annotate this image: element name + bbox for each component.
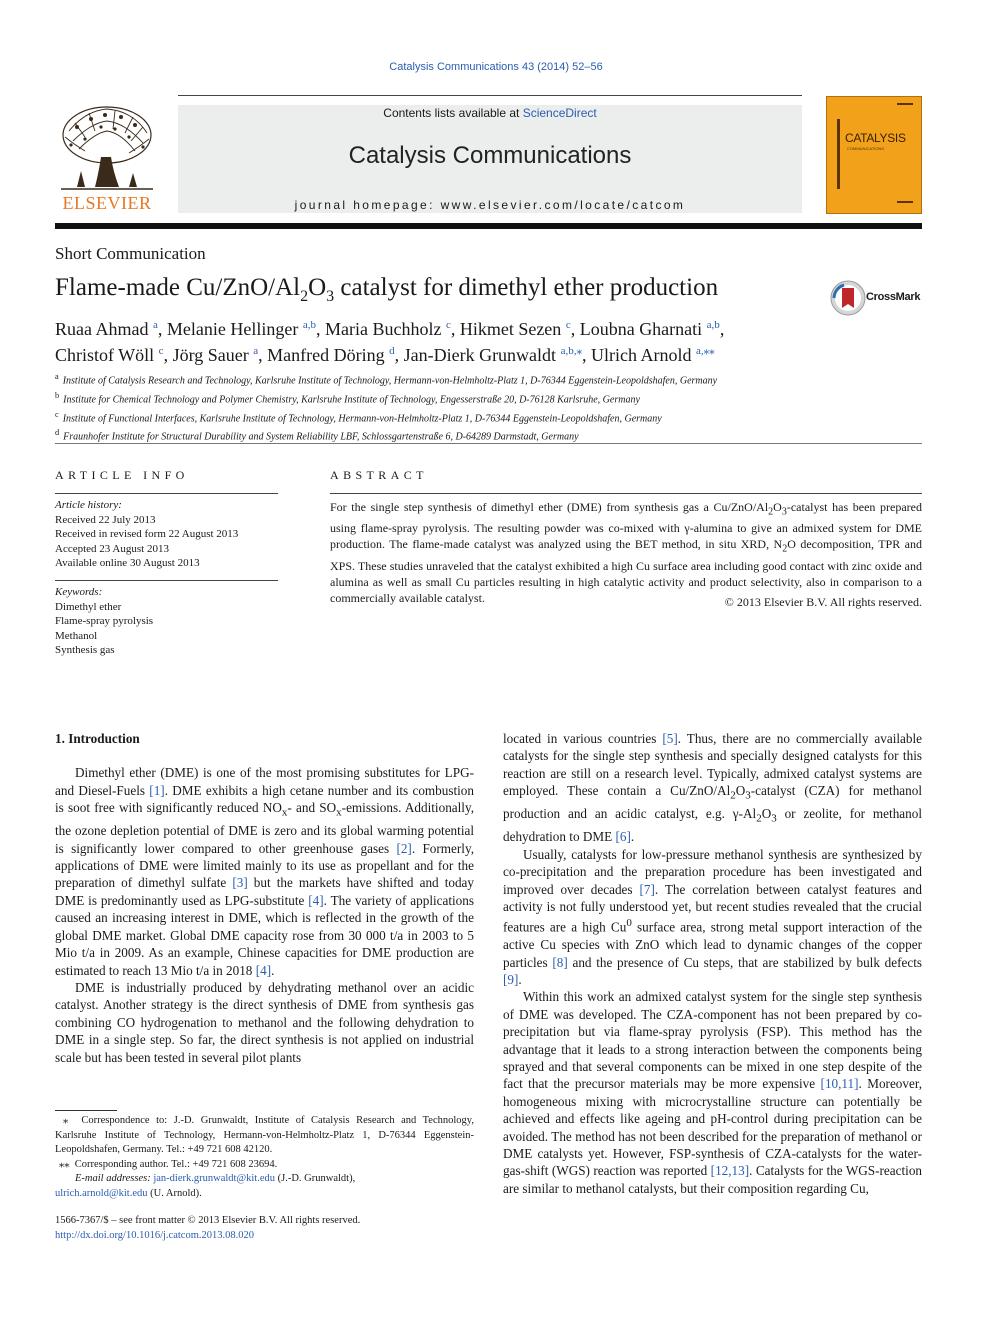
text-run: . Catalysts for the WGS-reaction are similar to methanol catalysts, but their composition regarding Cu, [503, 1163, 923, 1196]
citation-link[interactable]: [6] [615, 829, 631, 845]
title-part: Flame-made Cu/ZnO/Al [55, 274, 301, 301]
journal-cover-thumbnail[interactable] [826, 96, 922, 214]
author-name[interactable]: Jörg Sauer [172, 345, 249, 365]
text-run: . [271, 962, 275, 978]
text-run: O [761, 806, 772, 822]
abstract-heading: ABSTRACT [330, 468, 428, 482]
email-link[interactable]: ulrich.arnold@kit.edu [55, 1187, 148, 1199]
elsevier-wordmark: ELSEVIER [62, 193, 152, 213]
author-affiliation-marker[interactable]: a [253, 345, 259, 357]
citation-link[interactable]: [4] [308, 892, 324, 908]
author-list [55, 314, 795, 366]
title-subscript: 2 [300, 288, 309, 305]
keyword: Flame-spray pyrolysis [55, 615, 154, 627]
author-affiliation-marker[interactable]: a [152, 319, 158, 331]
subscript: x [336, 806, 342, 819]
author-name[interactable]: Jan-Dierk Grunwaldt [403, 345, 557, 365]
subscript: 3 [771, 812, 777, 825]
author-affiliation-marker[interactable]: a,b [302, 319, 316, 331]
crossmark-label[interactable]: CrossMark [866, 291, 921, 303]
subscript: 3 [745, 789, 751, 802]
history-accepted: Accepted 23 August 2013 [55, 542, 169, 555]
author-name[interactable]: Ulrich Arnold [590, 345, 692, 365]
keywords-rule [55, 580, 278, 581]
affiliation-text: Institute of Catalysis Research and Technology, Karlsruhe Institute of Technology, Hermann-von-Helmholtz-Platz 1, D-76344 Eggenstein-Leopoldshafen, Germany [62, 375, 718, 387]
author-separator: , [450, 319, 460, 339]
abstract-segment: -catalyst has been prepared using flame-spray pyrolysis. The resulting powder was co-mixed with γ-alumina to give an admixed system for DME production. The flame-made catalyst was analyzed using the BET method, in situ XRD, N [330, 500, 923, 552]
affiliation-text: Institute for Chemical Technology and Polymer Chemistry, Karlsruhe Institute of Technology, Engesserstraße 20, D-76128 Karlsruhe, Germany [63, 394, 640, 406]
article-history [55, 498, 238, 571]
text-run: O [735, 783, 746, 799]
text-run: . [518, 971, 522, 987]
running-head[interactable]: Catalysis Communications 43 (2014) 52–56 [389, 61, 603, 73]
abstract-text [330, 499, 922, 606]
journal-name: Catalysis Communications [348, 142, 632, 169]
author-separator: , [581, 345, 591, 365]
body-paragraph [503, 730, 922, 846]
subscript: 2 [756, 812, 762, 825]
affiliation-item [55, 408, 855, 427]
sciencedirect-link[interactable]: ScienceDirect [522, 106, 597, 120]
text-run: . [630, 829, 635, 845]
cover-mark-bottom [897, 201, 913, 203]
article-type: Short Communication [55, 244, 206, 263]
footnotes [55, 1114, 474, 1201]
subscript: 2 [730, 789, 736, 802]
cover-title: CATALYSIS [845, 131, 906, 145]
masthead-bottom-rule [55, 223, 922, 229]
text-run: . Formerly, applications of DME were limited mainly to its use as propellant and for the preparation of dimethyl sulfate [55, 840, 474, 891]
email-owner: (U. Arnold). [147, 1187, 202, 1199]
article-info-rule [55, 493, 278, 494]
text-run: . Moreover, homogeneous mixing with microcrystalline structure can potentially be achieved and effects like ageing and pH-control during precipitation can be avoided. The method has not been described for the preparation of methanol or DME catalysts yet. However, FSP-synthesis of CZA-catalysts for the water-gas-shift (WGS) reaction was reported [503, 1076, 922, 1179]
keyword: Methanol [55, 629, 98, 642]
text-run: Dimethyl ether (DME) is one of the most promising substitutes for LPG- and Diesel-Fuels [55, 765, 474, 798]
email-owner: (J.-D. Grunwaldt), [275, 1173, 356, 1184]
citation-link[interactable]: [10,11] [820, 1076, 859, 1092]
author-separator: , [163, 345, 173, 365]
author-separator: , [157, 319, 167, 339]
footnote-text: Correspondence to: J.-D. Grunwaldt, Institute of Catalysis Research and Technology, Karlsruhe Institute of Technology, Hermann-von-Helmholtz-Platz 1, D-76344 Eggenstein-Leopoldshafen, Germany. Tel.: +49 721 608 42120. [55, 1115, 474, 1155]
title-part: catalyst for dimethyl ether production [334, 274, 719, 301]
author-name[interactable]: Loubna Gharnati [579, 319, 703, 339]
text-run: -emissions. Additionally, the ozone depletion potential of DME is zero and its global warming potential is significantly lower compared to other greenhouse gases [55, 800, 475, 856]
text-run: surface area, strong metal support interaction of the active Cu species with ZnO which lead to dynamic changes of the copper particles [503, 919, 922, 970]
crossmark-icon [830, 280, 866, 316]
title-subscript: 3 [326, 288, 335, 305]
affiliation-key: b [55, 390, 60, 400]
cover-stripe [837, 119, 840, 189]
author-affiliation-marker[interactable]: a,b,⁎ [560, 345, 582, 357]
keyword: Dimethyl ether [55, 600, 122, 613]
author-separator: , [394, 345, 404, 365]
abstract-subscript: 2 [768, 506, 774, 518]
contents-line [178, 106, 802, 120]
history-received: Received 22 July 2013 [55, 513, 156, 526]
citation-link[interactable]: [7] [639, 881, 655, 897]
text-run: . The correlation between catalyst features and activity is not fully understood yet, but recent studies revealed that the crucial features are a high Cu [503, 881, 922, 935]
history-online: Available online 30 August 2013 [55, 557, 200, 569]
elsevier-logo [55, 101, 159, 217]
author-affiliation-marker[interactable]: a,⁎⁎ [695, 345, 715, 357]
email-link[interactable]: jan-dierk.grunwaldt@kit.edu [153, 1173, 275, 1184]
issn-line: 1566-7367/$ – see front matter © 2013 Elsevier B.V. All rights reserved. [55, 1215, 361, 1226]
keyword: Synthesis gas [55, 644, 115, 656]
body-paragraph [503, 988, 922, 1197]
article-title [55, 274, 718, 306]
author-name[interactable]: Melanie Hellinger [166, 319, 299, 339]
text-run: and the presence of Cu steps, that are stabilized by bulk defects [567, 954, 922, 970]
journal-homepage[interactable]: journal homepage: www.elsevier.com/locate/catcom [294, 198, 686, 212]
text-run: Within this work an admixed catalyst system for the single step synthesis of DME was developed. The CZA-component has not been prepared by co-precipitation but via flame-spray pyrolysis (FSP). This method has the advantage that it leads to a strong interaction between the components being sprayed and that several components can be mixed in one step despite of the fact that the precursor materials may be more expensive [503, 989, 922, 1092]
citation-link[interactable]: [1] [149, 782, 165, 798]
footnote-emails [55, 1172, 474, 1201]
affiliation-text: Institute of Functional Interfaces, Karlsruhe Institute of Technology, Hermann-von-Helmholtz-Platz 1, D-76344 Eggenstein-Leopoldshafen, Germany [62, 412, 662, 424]
superscript: 0 [626, 917, 632, 930]
author-affiliation-marker[interactable]: c [158, 345, 164, 357]
contents-prefix: Contents lists available at [383, 106, 523, 120]
author-affiliation-marker[interactable]: c [565, 319, 571, 331]
author-affiliation-marker[interactable]: a,b [706, 319, 720, 331]
email-label: E-mail addresses: [75, 1173, 151, 1184]
article-info-heading: ARTICLE INFO [55, 468, 189, 482]
text-run: . DME exhibits a high cetane number and its combustion is soot free with significantly reduced NO [55, 782, 474, 816]
masthead-top-rule [178, 95, 802, 96]
abstract-segment: For the single step synthesis of dimethyl ether (DME) from synthesis gas a Cu/ZnO/Al [330, 500, 769, 514]
abstract-segment: O [773, 500, 782, 514]
affiliation-item [55, 389, 855, 408]
affiliation-key: c [55, 409, 59, 419]
citation-link[interactable]: [4] [255, 962, 272, 978]
keywords [55, 585, 153, 658]
citation-link[interactable]: [9] [503, 971, 519, 987]
author-separator: , [570, 319, 580, 339]
body-paragraph: DME is industrially produced by dehydrating methanol over an acidic catalyst. Another strategy is the direct synthesis of DME from synthesis gas combining CO hydrogenation to methanol and the following dehydration to DME in a single step. So far, the direct synthesis is not applied on industrial scale but has been tested in several pilot plants [55, 979, 474, 1065]
citation-link[interactable]: [8] [552, 954, 568, 970]
author-name[interactable]: Hikmet Sezen [459, 319, 562, 339]
body-paragraph [503, 846, 922, 989]
author-name[interactable]: Manfred Döring [267, 345, 385, 365]
text-run: - and SO [287, 800, 337, 816]
author-separator: , [315, 319, 325, 339]
abstract-subscript: 3 [781, 506, 787, 518]
abstract-rule [330, 493, 922, 494]
history-revised: Received in revised form 22 August 2013 [55, 528, 239, 540]
affiliation-key: a [55, 372, 59, 381]
text-run: located in various countries [503, 731, 663, 746]
abstract-segment: O decomposition, TPR and XPS. These studies unraveled that the catalyst exhibited a high Cu surface area including good contact with zinc oxide and alumina as well as small Cu particles resulting in high catalytic activity and product selectivity, also in comparison to a commercially available catalyst. [330, 537, 922, 605]
cover-subtitle: COMMUNICATIONS [847, 146, 885, 151]
text-run: but the markets have shifted and today DME is predominantly used as LPG-substitute [55, 875, 474, 908]
author-affiliation-marker[interactable]: c [445, 319, 451, 331]
body-paragraph [55, 764, 474, 979]
affiliation-text: Fraunhofer Institute for Structural Durability and System Reliability LBF, Schlossgartenstraße 6, D-64289 Darmstadt, Germany [63, 431, 579, 443]
doi-link[interactable]: http://dx.doi.org/10.1016/j.catcom.2013.08.020 [55, 1229, 255, 1241]
front-matter [55, 1214, 360, 1243]
text-run: -catalyst (CZA) for methanol production and an acidic catalyst, e.g. γ-Al [503, 783, 922, 822]
body-column-right [503, 730, 922, 1197]
keywords-label: Keywords: [55, 586, 103, 598]
abstract-copyright: © 2013 Elsevier B.V. All rights reserved. [724, 595, 922, 609]
subscript: x [281, 806, 288, 819]
footnote-mark: ⁎ [63, 1115, 69, 1126]
citation-link[interactable]: [3] [232, 875, 248, 891]
footnote-corresponding-author [55, 1158, 474, 1173]
section-heading: 1. Introduction [55, 731, 140, 746]
header-rule [55, 443, 922, 444]
author-name[interactable]: Ruaa Ahmad [55, 319, 149, 339]
body-column-left [55, 730, 474, 1066]
footnote-text: Corresponding author. Tel.: +49 721 608 23694. [74, 1158, 278, 1170]
history-label: Article history: [55, 499, 122, 511]
author-name[interactable]: Christof Wöll [55, 345, 155, 365]
citation-link[interactable]: [5] [662, 731, 678, 746]
text-run: . The variety of applications caused an increasing interest in DME, which is reflected in the growth of the global DME market. Global DME capacity rose from 30 000 t/a in 2003 to 5 Mio t/a in 2009. As an example, Chinese capacities for DME production are estimated to reach 13 Mio t/a in 2018 [55, 892, 474, 978]
abstract-subscript: 2 [782, 543, 788, 555]
author-separator: , [719, 319, 725, 339]
affiliations [55, 370, 855, 445]
affiliation-key: d [55, 428, 60, 438]
text-run: Usually, catalysts for low-pressure methanol synthesis are synthesized by co-precipitation and the preparation procedure has been investigated and improved over decades [503, 846, 922, 897]
author-separator: , [258, 345, 268, 365]
footnote-rule [55, 1110, 117, 1111]
citation-link[interactable]: [2] [396, 840, 412, 856]
footnote-mark: ⁎⁎ [59, 1158, 70, 1170]
footnote-correspondence [55, 1114, 474, 1158]
text-run: . Thus, there are no commercially available catalysts for the single step synthesis and specially designed catalysts for this reaction are still on a research level. Typically, admixed catalyst systems are employed. These contain a Cu/ZnO/Al [503, 731, 922, 799]
affiliation-item [55, 370, 855, 389]
title-part: O [308, 274, 327, 301]
cover-mark-top [897, 103, 913, 105]
author-affiliation-marker[interactable]: d [389, 345, 395, 357]
author-name[interactable]: Maria Buchholz [324, 319, 442, 339]
citation-link[interactable]: [12,13] [710, 1163, 750, 1179]
text-run: or zeolite, for methanol dehydration to DME [503, 806, 922, 845]
